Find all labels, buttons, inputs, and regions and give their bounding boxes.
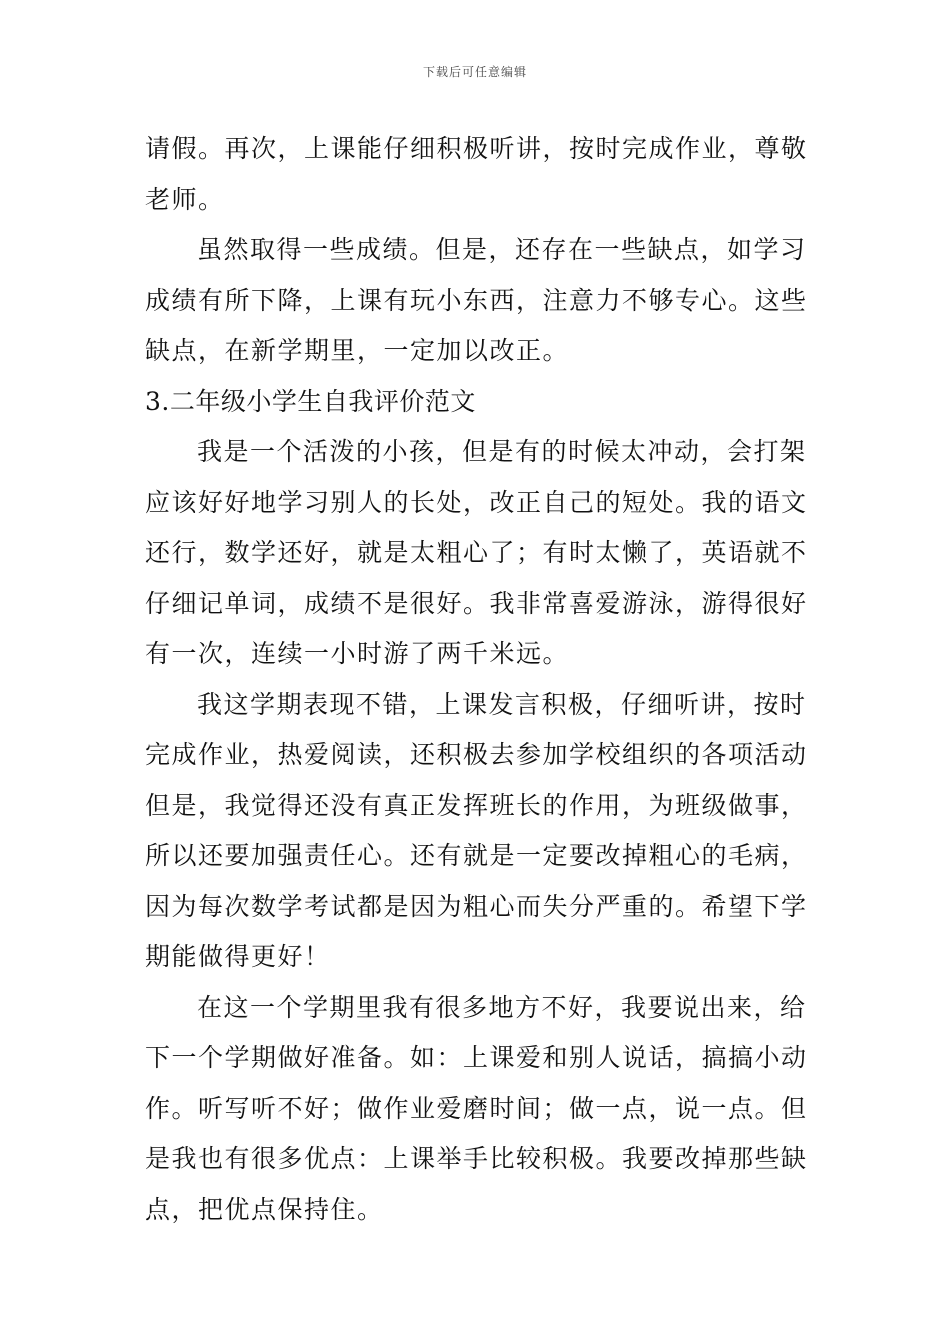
text-line: 因为每次数学考试都是因为粗心而失分严重的。希望下学 (145, 891, 808, 921)
text-line: 老师。 (145, 184, 225, 214)
text-line: 请假。再次，上课能仔细积极听讲，按时完成作业，尊敬 (145, 134, 808, 163)
text-line: 是我也有很多优点：上课举手比较积极。我要改掉那些缺 (145, 1144, 808, 1173)
text-line: 还行，数学还好，就是太粗心了；有时太懒了，英语就不 (145, 538, 808, 567)
text-line: 点，把优点保持住。 (145, 1194, 384, 1224)
paragraph-start-line: 我这学期表现不错，上课发言积极，仔细听讲，按时 (197, 689, 807, 719)
section-heading: 3.二年级小学生自我评价范文 (145, 386, 476, 416)
text-line: 成绩有所下降，上课有玩小东西，注意力不够专心。这些 (145, 285, 808, 315)
text-line: 作。听写听不好；做作业爱磨时间；做一点，说一点。但 (145, 1093, 808, 1123)
text-line: 有一次，连续一小时游了两千米远。 (145, 639, 570, 668)
text-line: 所以还要加强责任心。还有就是一定要改掉粗心的毛病， (145, 841, 808, 870)
document-body (145, 124, 810, 1235)
paragraph-start-line: 在这一个学期里我有很多地方不好，我要说出来，给 (197, 992, 807, 1022)
text-line: 期能做得更好！ (145, 942, 331, 971)
text-line: 完成作业，热爱阅读，还积极去参加学校组织的各项活动 (145, 740, 808, 769)
paragraph-start-line: 虽然取得一些成绩。但是，还存在一些缺点，如学习 (197, 235, 807, 264)
header-note: 下载后可任意编辑 (422, 65, 527, 79)
text-line: 缺点，在新学期里，一定加以改正。 (145, 336, 570, 365)
paragraph-start-line: 我是一个活泼的小孩，但是有的时候太冲动，会打架 (197, 437, 807, 466)
text-line: 仔细记单词，成绩不是很好。我非常喜爱游泳，游得很好 (145, 588, 808, 618)
text-line: 应该好好地学习别人的长处，改正自己的短处。我的语文 (145, 487, 808, 517)
text-line: 下一个学期做好准备。如：上课爱和别人说话，搞搞小动 (145, 1043, 808, 1072)
text-line: 但是，我觉得还没有真正发挥班长的作用，为班级做事， (145, 790, 808, 820)
